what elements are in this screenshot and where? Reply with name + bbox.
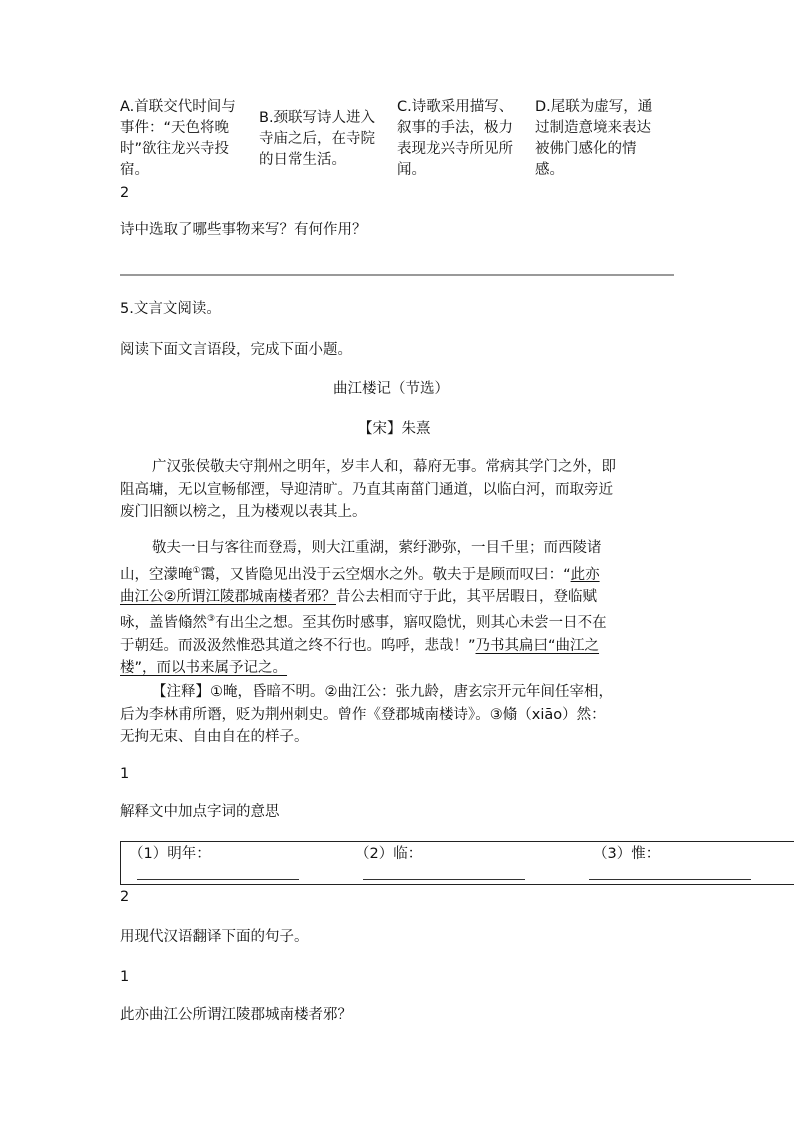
passage-title: 曲江楼记（节选） (333, 381, 449, 397)
option-line: 闻。 (397, 162, 426, 178)
paragraph-line: 阻高墉，无以宣畅郁湮，导迎清旷。乃直其南菑门通道，以临白河，而取旁近 (120, 481, 613, 498)
paragraph-line (120, 657, 607, 680)
option-a (120, 97, 254, 181)
note-marker: ③ (207, 614, 216, 625)
section-title: 5.文言文阅读。 (120, 301, 221, 317)
question-text: 用现代汉语翻译下面的句子。 (120, 929, 309, 945)
annotations (120, 681, 613, 749)
blank-label: （3）惟： (593, 846, 661, 862)
option-line: D.尾联为虚写，通 (535, 99, 653, 115)
note-marker: ① (192, 565, 201, 576)
question-number: 2 (120, 889, 130, 905)
question-number: 1 (120, 766, 130, 782)
option-line: 的日常生活。 (259, 152, 346, 168)
answer-line-divider (120, 274, 674, 276)
option-line: C.诗歌采用描写、 (397, 99, 514, 115)
option-line: 过制造意境来表达 (535, 120, 651, 136)
underlined-sentence: 此亦 (570, 566, 600, 583)
option-b (259, 108, 393, 171)
option-line: 事件：“天色将晚 (120, 120, 230, 136)
question-number: 2 (120, 185, 130, 201)
option-d (535, 97, 669, 181)
note-line: 无拘无束、自由自在的样子。 (120, 729, 309, 745)
underlined-sentence: 楼”，而以书来属予记之。 (120, 660, 288, 677)
paragraph-line: 广汉张侯敬夫守荆州之明年，岁丰人和，幕府无事。常病其学门之外，即 (152, 459, 616, 475)
subquestion-number: 1 (120, 969, 130, 985)
fill-in-table (120, 841, 794, 885)
option-line: 感。 (535, 162, 564, 178)
paragraph-line: 于朝廷。而汲汲然惟恐其道之终不行也。呜呼，悲哉！”乃书其扁曰“曲江之 (120, 637, 600, 654)
instruction-text: 阅读下面文言语段，完成下面小题。 (120, 342, 352, 358)
option-line: 被佛门感化的情 (535, 141, 637, 157)
blank-label: （1）明年： (129, 846, 211, 862)
blank-label: （2）临： (355, 846, 423, 862)
subquestion-text: 此亦曲江公所谓江陵郡城南楼者邪？ (120, 1007, 352, 1023)
option-line: A.首联交代时间与 (120, 99, 236, 115)
option-line: 宿。 (120, 162, 149, 178)
paragraph-line: 敬夫一日与客往而登焉，则大江重湖，萦纡渺弥，一目千里；而西陵诸 (152, 540, 602, 556)
underlined-sentence: 乃书其扁曰“曲江之 (475, 637, 600, 654)
paragraph-line: 曲江公②所谓江陵郡城南楼者邪？昔公去相而守于此，其平居暇日，登临赋 (120, 588, 597, 605)
paragraph-line: 废门旧额以榜之，且为楼观以表其上。 (120, 504, 367, 520)
option-line: 寺庙之后，在寺院 (259, 131, 375, 147)
underlined-sentence: 曲江公②所谓江陵郡城南楼者邪？ (120, 588, 336, 605)
question-text: 诗中选取了哪些事物来写？有何作用？ (120, 222, 367, 238)
note-line: 【注释】①晻，昏暗不明。②曲江公：张九龄，唐玄宗开元年间任宰相， (152, 684, 613, 700)
answer-blank[interactable] (589, 879, 751, 880)
paragraph-2 (120, 537, 607, 680)
question-text: 解释文中加点字词的意思 (120, 804, 280, 820)
paragraph-1 (120, 456, 616, 524)
option-line: 表现龙兴寺所见所 (397, 141, 513, 157)
option-line: 叙事的手法，极力 (397, 120, 513, 136)
passage-author: 【宋】朱熹 (358, 421, 431, 437)
option-line: B.颈联写诗人进入 (259, 110, 376, 126)
answer-blank[interactable] (137, 879, 299, 880)
option-c (397, 97, 531, 181)
paragraph-line: 咏，盖皆翛然③有出尘之想。至其伤时感事，寤叹隐忧，则其心未尝一日不在 (120, 614, 607, 632)
option-line: 时”欲往龙兴寺投 (120, 141, 230, 157)
note-line: 后为李林甫所谮，贬为荆州刺史。曾作《登郡城南楼诗》。③翛（xiāo）然： (120, 706, 606, 723)
answer-blank[interactable] (363, 879, 525, 880)
paragraph-line: 山，空濛晻①霭，又皆隐见出没于云空烟水之外。敬夫于是顾而叹曰：“此亦 (120, 565, 600, 583)
